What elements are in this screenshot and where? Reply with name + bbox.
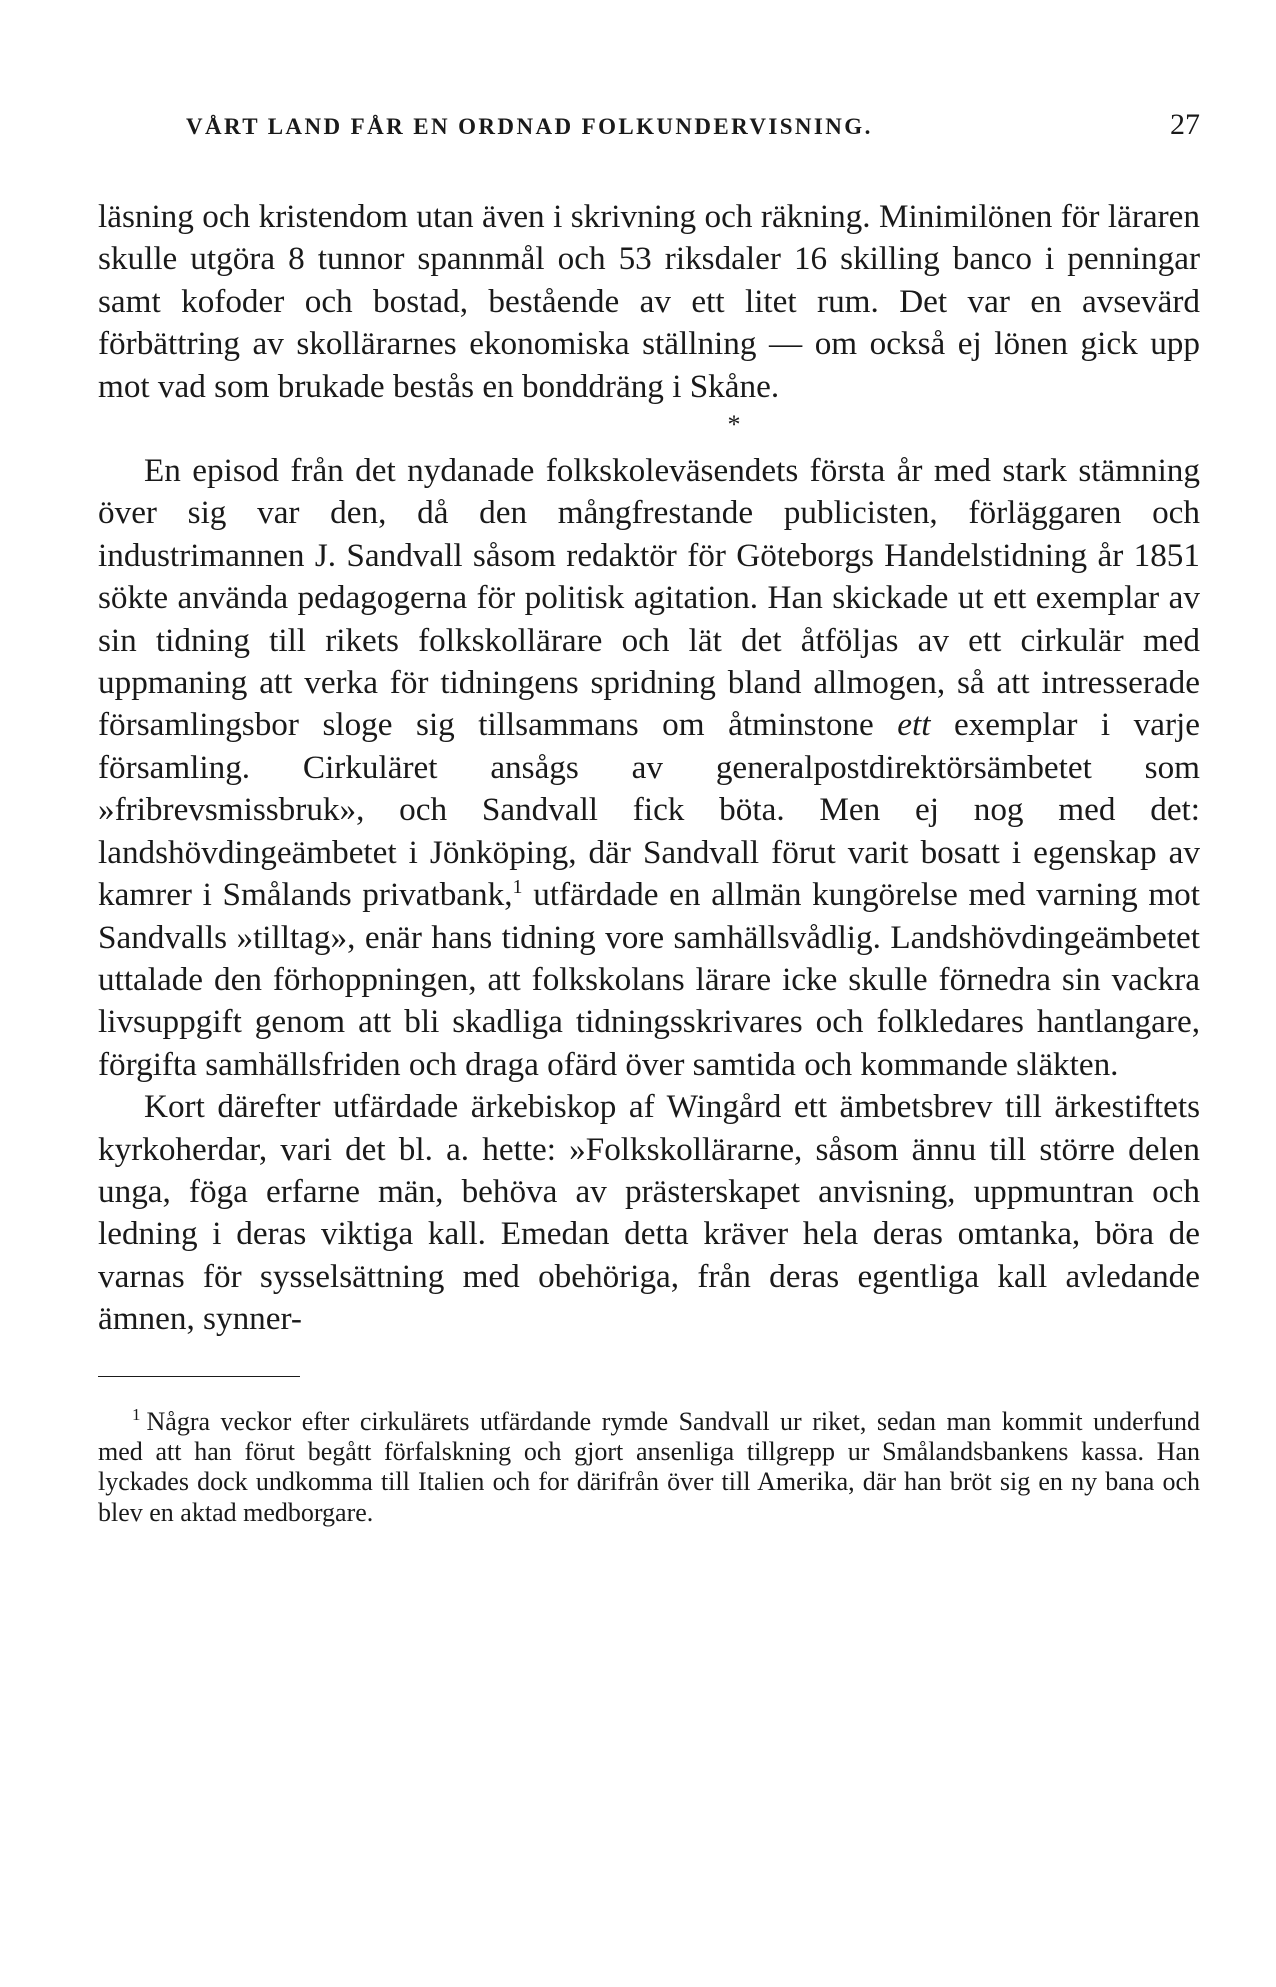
book-page <box>98 108 1200 1528</box>
footnote-reference: 1 <box>512 876 523 899</box>
paragraph-sandvall-episode <box>98 450 1200 1086</box>
paragraph-archbishop-letter: Kort därefter utfärdade ärkebiskop af Wingård ett ämbetsbrev till ärkestiftets kyrkoherdar, vari det bl. a. hette: »Folkskollärarne, såsom ännu till större delen unga, föga erfarne män, behöva av prästerskapet anvisning, uppmuntran och ledning i deras viktiga kall. Emedan detta kräver hela deras omtanka, böra de varnas för sysselsättning med obehöriga, från deras egentliga kall avledande ämnen, synner- <box>98 1088 1200 1338</box>
footnote-divider <box>98 1376 300 1377</box>
running-title: VÅRT LAND FÅR EN ORDNAD FOLKUNDERVISNING. <box>186 114 873 139</box>
section-separator: * <box>727 410 741 440</box>
footnote-text: Några veckor efter cirkulärets utfärdande rymde Sandvall ur riket, sedan man kommit underfund med att han förut begått förfalskning och gjort ansenliga tillgrepp ur Smålandsbankens kassa. Han lyckades dock undkomma till Italien och for därifrån över till Amerika, där han bröt sig en ny bana och blev en aktad medborgare. <box>98 1406 1200 1527</box>
paragraph-text: exemplar i varje församling. Cirkuläret ansågs av generalpostdirektörsämbetet som »fribrevsmissbruk», och Sandvall fick böta. Men ej nog med det: landshövdingeämbetet i Jönköping, där Sandvall förut varit bosatt i egenskap av kamrer i Smålands privatbank, <box>98 706 1200 914</box>
footnotes <box>98 1404 1200 1529</box>
body-text <box>98 196 1200 1341</box>
page-number: 27 <box>1170 108 1200 141</box>
paragraph-text: utfärdade en allmän kungörelse med varning mot Sandvalls »tilltag», enär hans tidning vore samhällsvådlig. Landshövdingeämbetet uttalade den förhoppningen, att folkskolans lärare icke skulle förnedra sin vackra livsuppgift genom att bli skadliga tidningsskrivares och folkledares hantlangare, förgifta samhällsfriden och draga ofärd över samtida och kommande släkten. <box>98 876 1200 1083</box>
paragraph-continuation: läsning och kristendom utan även i skrivning och räkning. Minimilönen för läraren skulle utgöra 8 tunnor spannmål och 53 riksdaler 16 skilling banco i penningar samt kofoder och bostad, bestående av ett litet rum. Det var en avsevärd förbättring av skollärarnes ekonomiska ställning — om också ej lönen gick upp mot vad som brukade bestås en bonddräng i Skåne. <box>98 198 1200 405</box>
footnote-number: 1 <box>132 1404 141 1424</box>
running-head <box>186 108 1200 154</box>
footnote <box>98 1404 1200 1529</box>
paragraph-text: En episod från det nydanade folkskoleväsendets första år med stark stämning över sig var den, då den mångfrestande publicisten, förläggaren och industrimannen J. Sandvall såsom redaktör för Göteborgs Handelstidning år 1851 sökte använda pedagogerna för politisk agitation. Han skickade ut ett exemplar av sin tidning till rikets folkskollärare och lät det åtföljas av ett cirkulär med uppmaning att verka för tidningens spridning bland allmogen, så att intresserade församlingsbor sloge sig tillsammans om åtminstone <box>98 452 1200 744</box>
emphasis-text: ett <box>897 706 931 744</box>
